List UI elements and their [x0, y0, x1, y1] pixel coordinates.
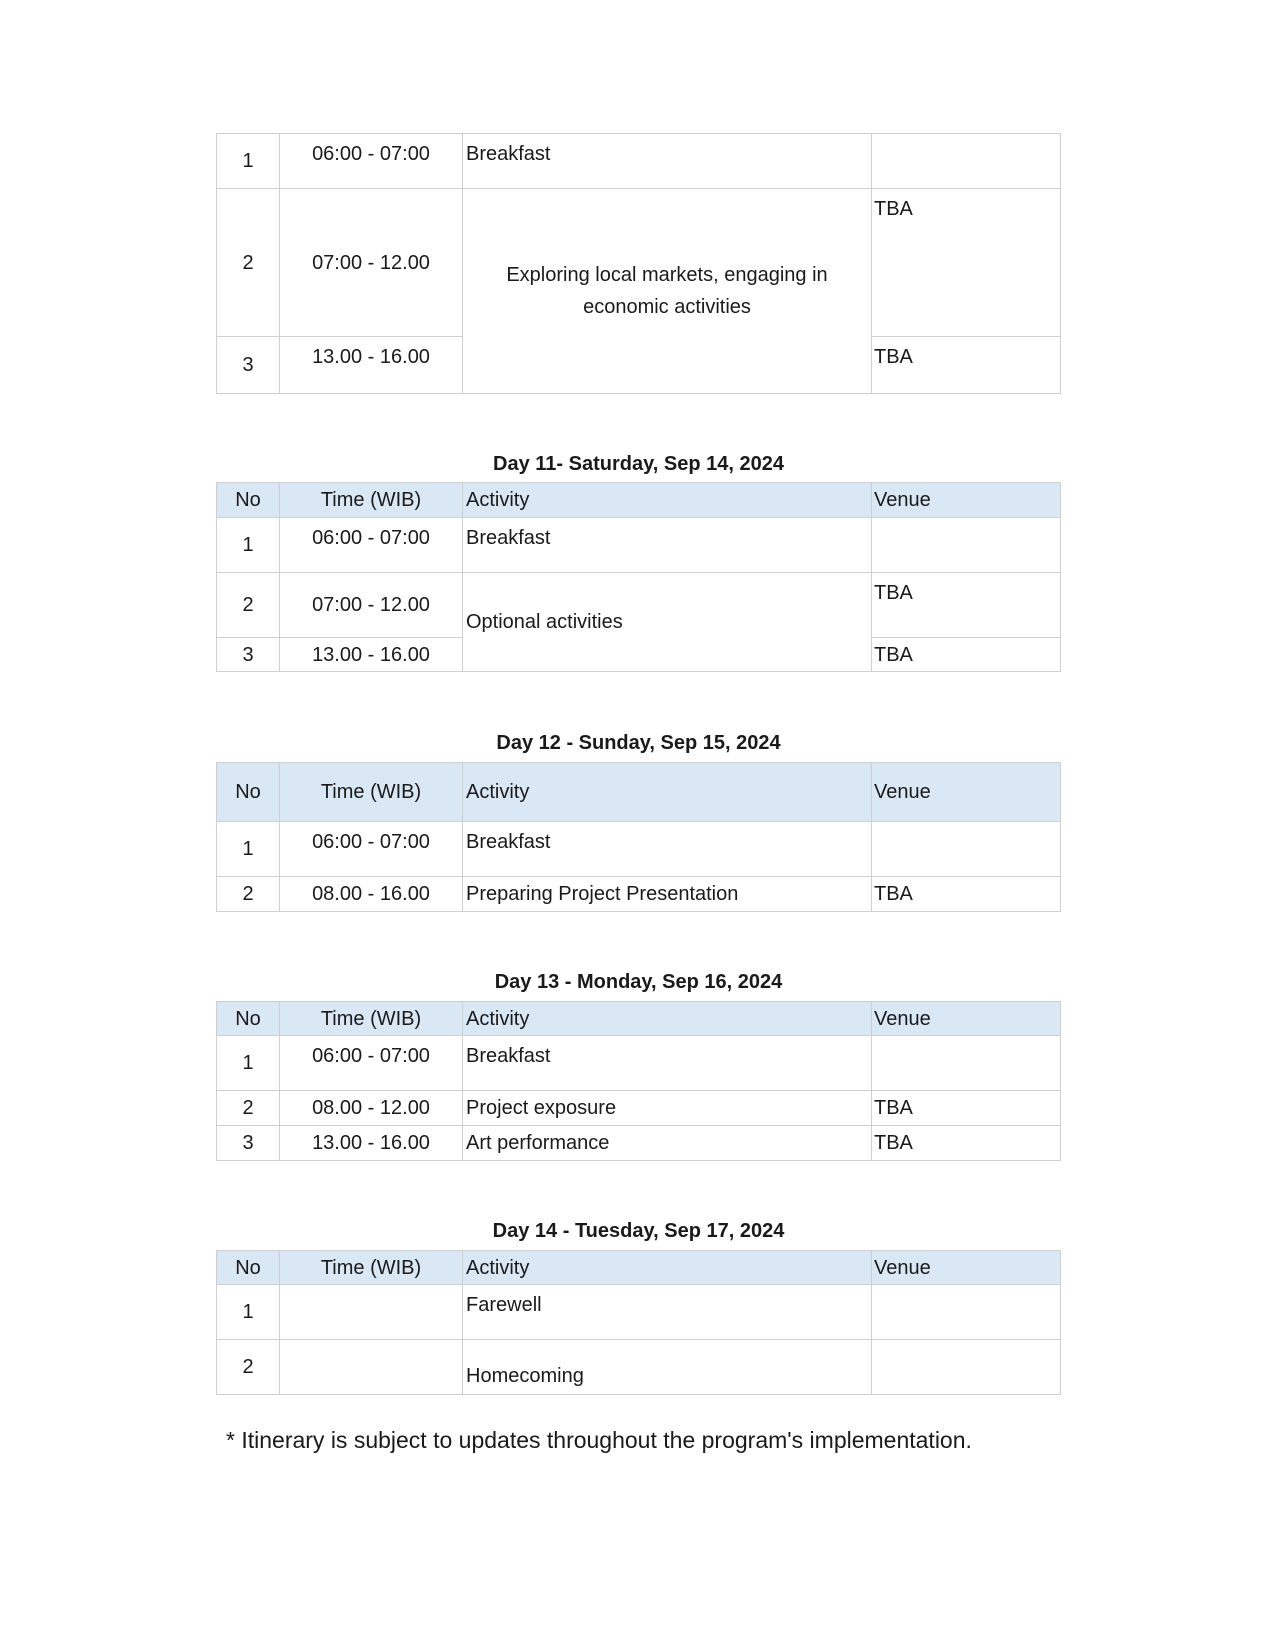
row-venue — [872, 1285, 1061, 1340]
row-activity: Breakfast — [463, 518, 872, 573]
merged-activity-cell — [463, 573, 872, 672]
row-venue — [872, 822, 1061, 877]
header-no: No — [216, 482, 280, 518]
row-activity: Project exposure — [463, 1091, 872, 1126]
header-venue: Venue — [872, 1001, 1061, 1036]
table-row — [216, 133, 1061, 189]
row-number: 1 — [216, 1285, 280, 1340]
row-venue: TBA — [872, 189, 1061, 337]
row-number: 1 — [216, 133, 280, 189]
row-number: 3 — [216, 638, 280, 672]
row-venue: TBA — [872, 1091, 1061, 1126]
row-number: 1 — [216, 1036, 280, 1091]
header-activity: Activity — [463, 482, 872, 518]
row-activity: Art performance — [463, 1126, 872, 1161]
row-venue: TBA — [872, 877, 1061, 912]
itinerary-table-continued — [216, 133, 1061, 394]
row-time — [280, 1285, 463, 1340]
day-12-table — [216, 762, 1061, 912]
row-time: 06:00 - 07:00 — [280, 1036, 463, 1091]
header-no: No — [216, 1001, 280, 1036]
table-header — [216, 1250, 1061, 1285]
merged-activity-cell — [463, 189, 872, 394]
header-no: No — [216, 762, 280, 822]
row-time: 13.00 - 16.00 — [280, 638, 463, 672]
row-activity: Breakfast — [463, 822, 872, 877]
row-number: 3 — [216, 1126, 280, 1161]
row-time: 08.00 - 16.00 — [280, 877, 463, 912]
header-activity: Activity — [463, 1250, 872, 1285]
header-time: Time (WIB) — [280, 482, 463, 518]
row-number: 2 — [216, 1340, 280, 1395]
day-13-title: Day 13 - Monday, Sep 16, 2024 — [494, 971, 783, 993]
header-time: Time (WIB) — [280, 762, 463, 822]
day-14-table — [216, 1250, 1061, 1395]
merged-activity-text: Optional activities — [466, 611, 623, 633]
merged-activity-text: Exploring local markets, engaging in economic activities — [506, 264, 828, 318]
row-venue: TBA — [872, 1126, 1061, 1161]
row-venue — [872, 1036, 1061, 1091]
row-activity: Homecoming — [463, 1340, 872, 1395]
row-number: 1 — [216, 518, 280, 573]
table-row — [216, 518, 1061, 573]
row-number: 3 — [216, 337, 280, 394]
table-row — [216, 822, 1061, 877]
table-row — [216, 877, 1061, 912]
row-number: 1 — [216, 822, 280, 877]
row-number: 2 — [216, 189, 280, 337]
table-header — [216, 482, 1061, 518]
day-13-table — [216, 1001, 1061, 1161]
row-time: 13.00 - 16.00 — [280, 1126, 463, 1161]
row-time: 07:00 - 12.00 — [280, 189, 463, 337]
table-header — [216, 762, 1061, 822]
row-activity: Breakfast — [463, 1036, 872, 1091]
header-activity: Activity — [463, 762, 872, 822]
table-row — [216, 1126, 1061, 1161]
day-11-title: Day 11- Saturday, Sep 14, 2024 — [493, 453, 784, 475]
day-11-table — [216, 482, 1061, 672]
row-time: 13.00 - 16.00 — [280, 337, 463, 394]
row-number: 2 — [216, 877, 280, 912]
table-row — [216, 1036, 1061, 1091]
table-header — [216, 1001, 1061, 1036]
row-venue: TBA — [872, 337, 1061, 394]
row-venue — [872, 518, 1061, 573]
header-venue: Venue — [872, 1250, 1061, 1285]
row-venue: TBA — [872, 573, 1061, 638]
row-number: 2 — [216, 573, 280, 638]
day-12-title: Day 12 - Sunday, Sep 15, 2024 — [496, 732, 781, 754]
row-number: 2 — [216, 1091, 280, 1126]
row-time — [280, 1340, 463, 1395]
day-14-title: Day 14 - Tuesday, Sep 17, 2024 — [492, 1220, 785, 1242]
table-row — [216, 1340, 1061, 1395]
row-activity: Preparing Project Presentation — [463, 877, 872, 912]
row-venue: TBA — [872, 638, 1061, 672]
row-venue — [872, 133, 1061, 189]
row-time: 06:00 - 07:00 — [280, 822, 463, 877]
table-row — [216, 1285, 1061, 1340]
row-time: 06:00 - 07:00 — [280, 518, 463, 573]
row-time: 06:00 - 07:00 — [280, 133, 463, 189]
row-venue — [872, 1340, 1061, 1395]
header-no: No — [216, 1250, 280, 1285]
row-time: 07:00 - 12.00 — [280, 573, 463, 638]
itinerary-footnote: * Itinerary is subject to updates throughout the program's implementation. — [226, 1427, 972, 1453]
header-activity: Activity — [463, 1001, 872, 1036]
header-time: Time (WIB) — [280, 1250, 463, 1285]
header-venue: Venue — [872, 762, 1061, 822]
row-time: 08.00 - 12.00 — [280, 1091, 463, 1126]
header-time: Time (WIB) — [280, 1001, 463, 1036]
row-activity: Farewell — [463, 1285, 872, 1340]
header-venue: Venue — [872, 482, 1061, 518]
table-row — [216, 1091, 1061, 1126]
row-activity: Breakfast — [463, 133, 872, 189]
